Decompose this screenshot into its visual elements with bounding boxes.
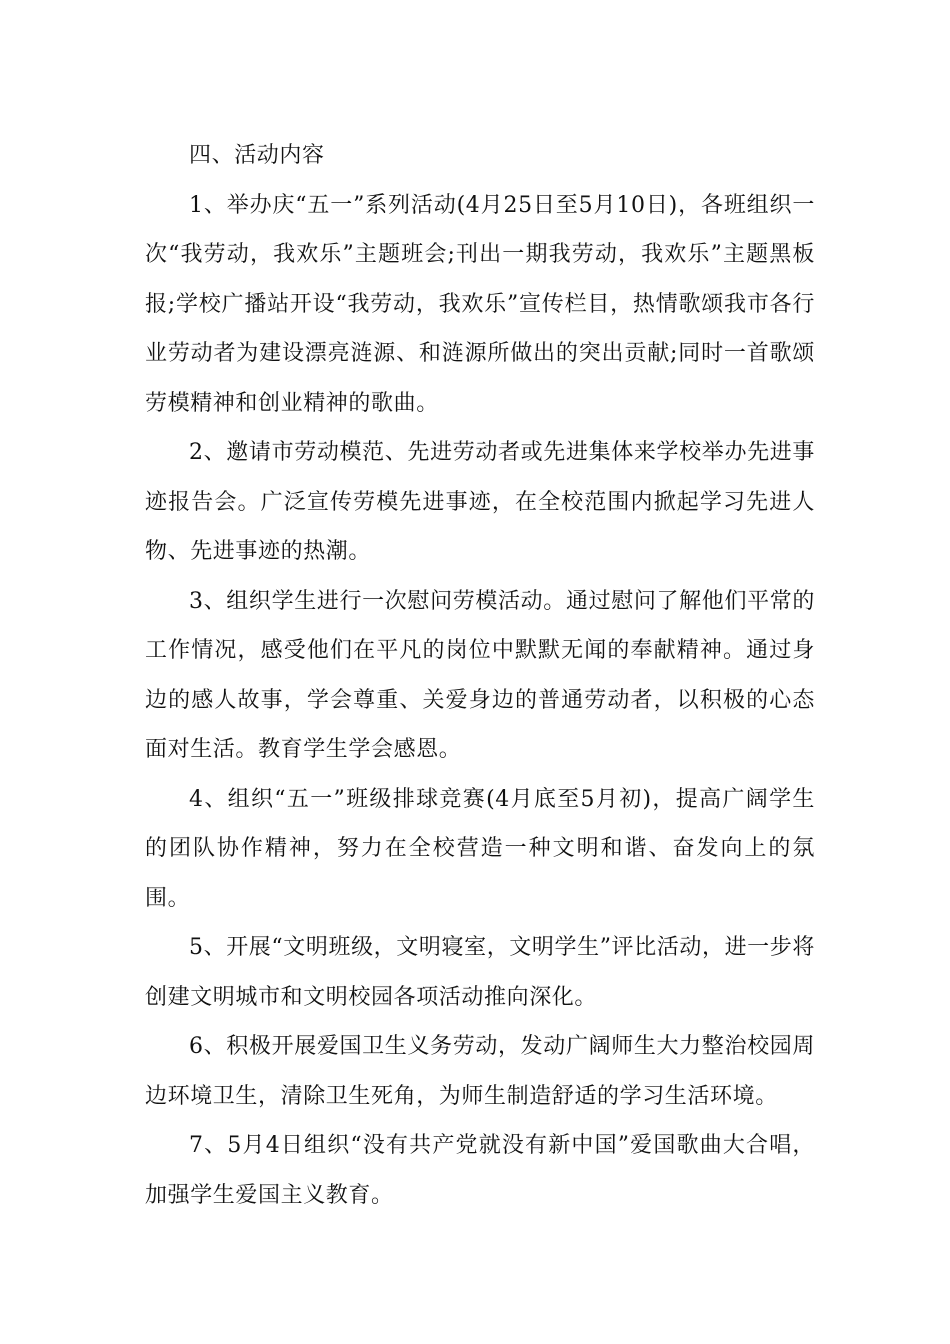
section-heading: 四、活动内容	[189, 143, 325, 168]
paragraph-5: 5、开展“文明班级，文明寝室，文明学生”评比活动，进一步将创建文明城市和文明校园各项活动推向深化。	[145, 935, 815, 1010]
paragraph-7: 7、5月4日组织“没有共产党就没有新中国”爱国歌曲大合唱，加强学生爱国主义教育。	[145, 1133, 815, 1208]
paragraph-4: 4、组织“五一”班级排球竞赛(4月底至5月初)，提高广阔学生的团队协作精神，努力在全校营造一种文明和谐、奋发向上的氛围。	[145, 786, 815, 911]
paragraph-1: 1、举办庆“五一”系列活动(4月25日至5月10日)，各班组织一次“我劳动，我欢乐”主题班会;刊出一期我劳动，我欢乐”主题黑板报;学校广播站开设“我劳动，我欢乐”宣传栏目，热情歌颂我市各行业劳动者为建设漂亮涟源、和涟源所做出的突出贡献;同时一首歌颂劳模精神和创业精神的歌曲。	[145, 192, 815, 416]
paragraph-3: 3、组织学生进行一次慰问劳模活动。通过慰问了解他们平常的工作情况，感受他们在平凡的岗位中默默无闻的奉献精神。通过身边的感人故事，学会尊重、关爱身边的普通劳动者，以积极的心态面对生活。教育学生学会感恩。	[145, 588, 815, 762]
paragraph-2: 2、邀请市劳动模范、先进劳动者或先进集体来学校举办先进事迹报告会。广泛宣传劳模先进事迹，在全校范围内掀起学习先进人物、先进事迹的热潮。	[145, 440, 815, 564]
document-body	[145, 131, 815, 1220]
paragraph-6: 6、积极开展爱国卫生义务劳动，发动广阔师生大力整治校园周边环境卫生，清除卫生死角，为师生制造舒适的学习生活环境。	[145, 1034, 815, 1109]
